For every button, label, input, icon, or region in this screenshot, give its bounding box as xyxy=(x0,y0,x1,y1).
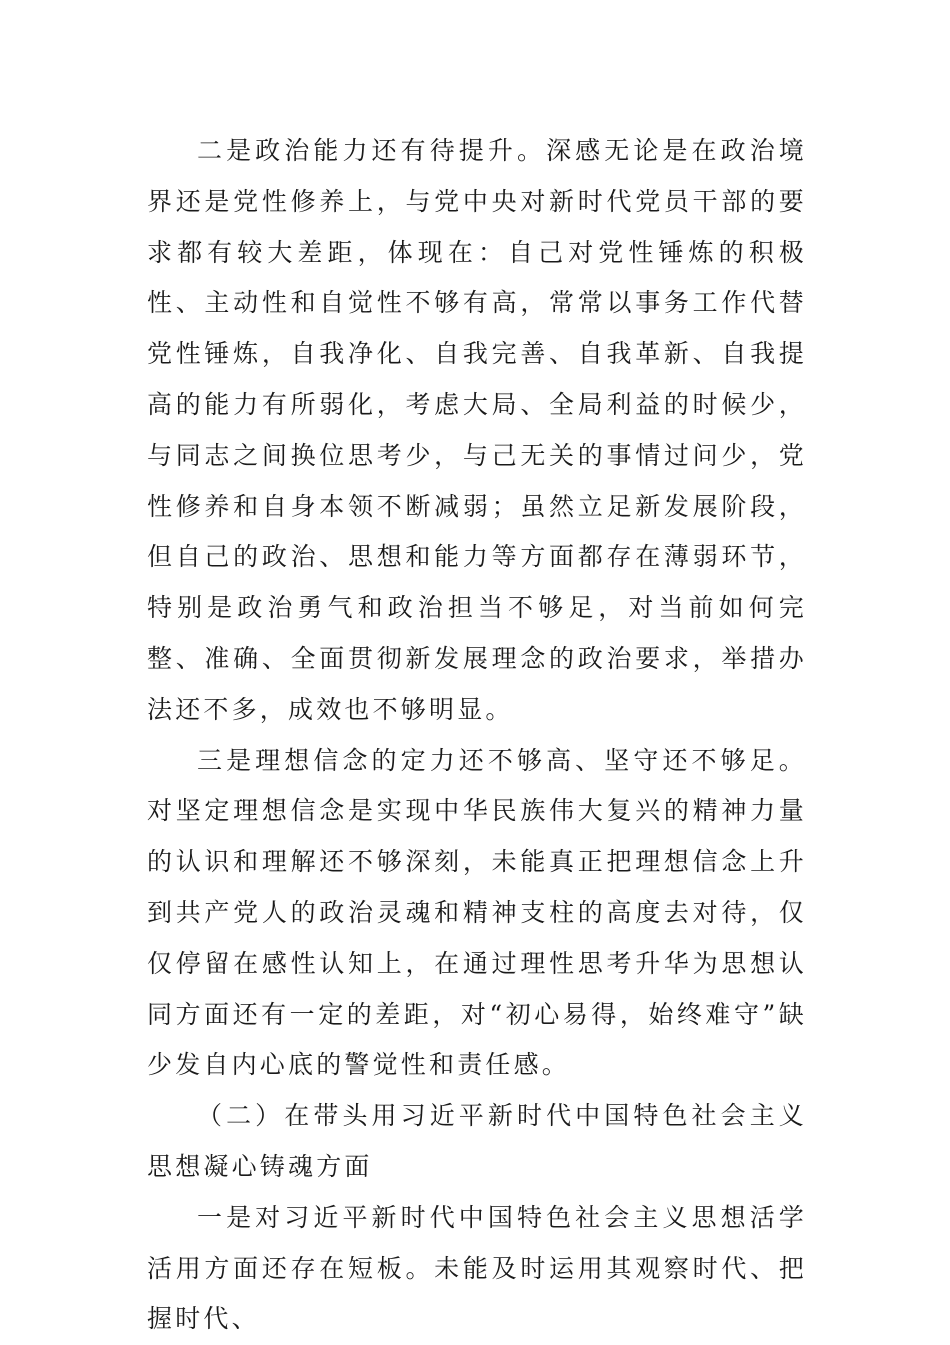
paragraph-ideals-beliefs: 三是理想信念的定力还不够高、坚守还不够足。对坚定理想信念是实现中华民族伟大复兴的精神力量的认识和理解还不够深刻，未能真正把理想信念上升到共产党人的政治灵魂和精神支柱的高度去对待，仅仅停留在感性认知上，在通过理性思考升华为思想认同方面还有一定的差距，对“初心易得，始终难守”缺少发自内心底的警觉性和责任感。 xyxy=(147,745,807,1080)
paragraph-political-ability: 二是政治能力还有待提升。深感无论是在政治境界还是党性修养上，与党中央对新时代党员干部的要求都有较大差距，体现在：自己对党性锤炼的积极性、主动性和自觉性不够有高，常常以事务工作代替党性锤炼，自我净化、自我完善、自我革新、自我提高的能力有所弱化，考虑大局、全局利益的时候少，与同志之间换位思考少，与己无关的事情过问少，党性修养和自身本领不断减弱；虽然立足新发展阶段，但自己的政治、思想和能力等方面都存在薄弱环节，特别是政治勇气和政治担当不够足，对当前如何完整、准确、全面贯彻新发展理念的政治要求，举措办法还不多，成效也不够明显。 xyxy=(147,136,807,724)
document-body xyxy=(147,126,807,1345)
paragraph-study-application: 一是对习近平新时代中国特色社会主义思想活学活用方面还存在短板。未能及时运用其观察时代、把握时代、 xyxy=(147,1202,807,1334)
section-heading-two: （二）在带头用习近平新时代中国特色社会主义思想凝心铸魂方面 xyxy=(147,1101,807,1181)
